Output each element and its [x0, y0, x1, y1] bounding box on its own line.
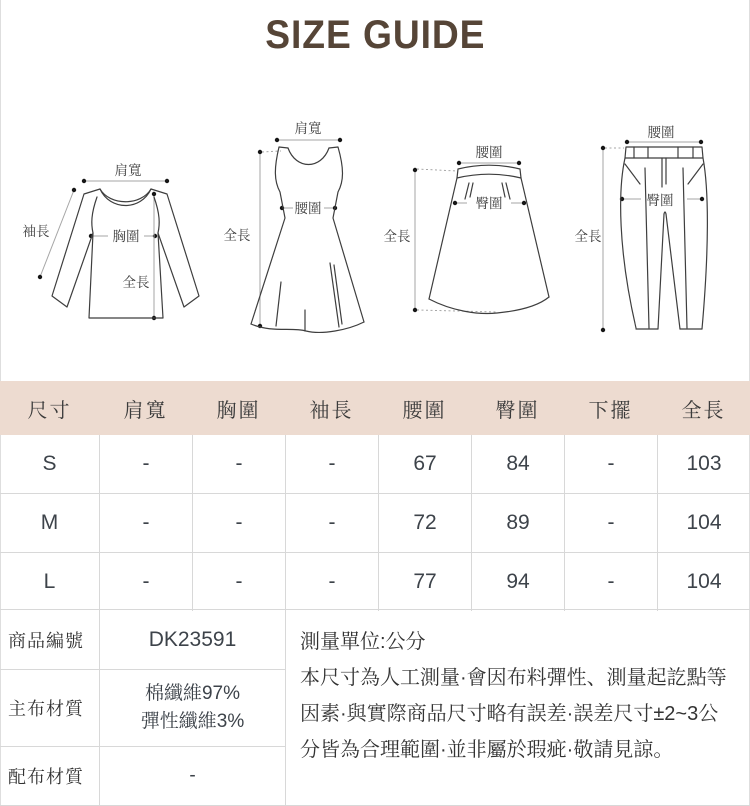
- header-sleeve: 袖長: [309, 399, 354, 422]
- product-info-section: [0, 609, 750, 806]
- secondary-fabric-value: -: [99, 746, 285, 805]
- main-fabric-line1: 棉纖維97%: [144, 683, 241, 704]
- size-cell: -: [564, 435, 657, 493]
- table-row-s: [0, 435, 750, 493]
- pants-waist-label: 腰圍: [647, 125, 675, 140]
- size-label: L: [43, 570, 56, 593]
- pants-length-label: 全長: [574, 229, 602, 244]
- size-cell: -: [564, 553, 657, 611]
- long-sleeve-top-diagram: [23, 163, 200, 320]
- header-bust: 胸圍: [216, 399, 261, 422]
- size-cell: -: [99, 553, 192, 611]
- size-cell: 104: [657, 494, 750, 552]
- size-cell: -: [564, 494, 657, 552]
- size-cell: -: [99, 435, 192, 493]
- top-length-label: 全長: [122, 275, 150, 290]
- size-cell: 103: [657, 435, 750, 493]
- dress-waist-label: 腰圍: [294, 201, 322, 216]
- size-cell: -: [285, 435, 378, 493]
- skirt-hip-label: 臀圍: [475, 196, 503, 211]
- measurement-unit-line: 測量單位:公分: [300, 631, 426, 653]
- skirt-diagram: [384, 145, 550, 313]
- skirt-waist-label: 腰圍: [475, 145, 503, 160]
- product-no-value: DK23591: [99, 609, 285, 669]
- header-length: 全長: [681, 399, 726, 422]
- size-cell: 94: [471, 553, 564, 611]
- size-table-header: [0, 381, 750, 435]
- size-cell: 84: [471, 435, 564, 493]
- dress-diagram: [224, 121, 365, 332]
- size-cell: 67: [378, 435, 471, 493]
- dress-length-label: 全長: [223, 228, 251, 243]
- main-fabric-value: [99, 669, 285, 746]
- secondary-fabric-label: 配布材質: [0, 746, 99, 805]
- header-size: 尺寸: [27, 399, 72, 422]
- table-row-m: [0, 493, 750, 552]
- garment-measurement-diagrams: [0, 0, 750, 380]
- size-cell: 89: [471, 494, 564, 552]
- size-cell: -: [192, 553, 285, 611]
- pants-diagram: [575, 125, 708, 332]
- header-hem: 下擺: [588, 399, 633, 422]
- product-no-label: 商品編號: [0, 609, 99, 669]
- pants-hip-label: 臀圍: [646, 193, 674, 208]
- size-cell: -: [285, 553, 378, 611]
- dress-shoulder-label: 肩寬: [294, 121, 322, 136]
- main-fabric-label: 主布材質: [0, 669, 99, 746]
- header-shoulder: 肩寬: [123, 399, 168, 422]
- size-cell: -: [99, 494, 192, 552]
- header-waist: 腰圍: [402, 399, 447, 422]
- size-cell: 104: [657, 553, 750, 611]
- top-sleeve-label: 袖長: [22, 224, 50, 239]
- size-label: S: [42, 452, 57, 475]
- header-hip: 臀圍: [495, 399, 540, 422]
- size-label: M: [40, 511, 59, 534]
- size-cell: -: [285, 494, 378, 552]
- table-row-l: [0, 552, 750, 611]
- size-cell: -: [192, 435, 285, 493]
- size-cell: -: [192, 494, 285, 552]
- size-cell: 72: [378, 494, 471, 552]
- top-shoulder-label: 肩寬: [114, 163, 142, 178]
- size-cell: 77: [378, 553, 471, 611]
- top-bust-label: 胸圍: [112, 229, 140, 244]
- skirt-length-label: 全長: [383, 229, 411, 244]
- main-fabric-line2: 彈性纖維3%: [140, 711, 245, 732]
- size-table: [0, 381, 750, 611]
- page-title-text: SIZE GUIDE: [264, 13, 486, 57]
- measurement-disclaimer: 本尺寸為人工測量·會因布料彈性、測量起訖點等因素·與實際商品尺寸略有誤差·誤差尺寸±2~3公分皆為合理範圍·並非屬於瑕疵·敬請見諒。: [300, 667, 727, 761]
- measurement-note: [285, 609, 750, 805]
